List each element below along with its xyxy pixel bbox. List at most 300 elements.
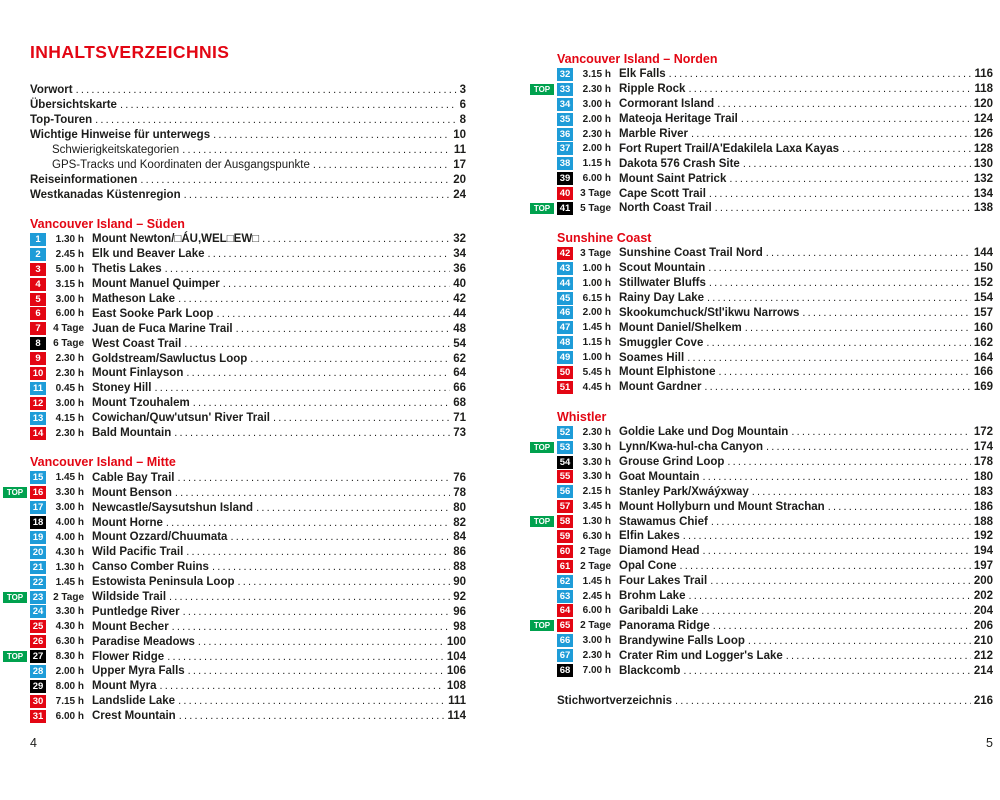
page-ref: 108	[446, 680, 466, 693]
trail-duration: 1.45 h	[582, 322, 611, 334]
toc-entry	[30, 396, 466, 411]
trail-title: Newcastle/Saysutshun Island	[92, 501, 254, 514]
trail-number-badge: 36	[557, 128, 573, 141]
trail-duration: 2 Tage	[53, 591, 84, 603]
toc-section	[30, 217, 466, 440]
trail-title: Marble River	[619, 128, 689, 140]
page-ref: 160	[973, 321, 993, 334]
page-ref: 40	[453, 278, 466, 291]
trail-duration: 2.30 h	[582, 128, 611, 140]
page-ref: 44	[453, 307, 466, 320]
section-title: Vancouver Island – Süden	[30, 217, 185, 231]
trail-title: Elfin Lakes	[619, 530, 680, 543]
trail-number-badge: 4	[30, 278, 46, 291]
trail-title: Mount Ozzard/Chuumata	[92, 531, 228, 544]
page-ref: 76	[453, 471, 466, 484]
dot-leader	[95, 114, 456, 126]
dot-leader	[169, 591, 450, 603]
trail-duration: 2.45 h	[55, 248, 84, 260]
page-ref: 8	[459, 113, 466, 126]
trail-duration: 2.30 h	[55, 353, 84, 365]
trail-number-badge: 64	[557, 604, 573, 617]
dot-leader	[680, 560, 971, 572]
toc-entry	[30, 515, 466, 530]
page-ref: 197	[973, 560, 993, 573]
front-matter-label: Vorwort	[30, 83, 73, 96]
trail-title: Bald Mountain	[92, 427, 172, 440]
trail-title: Mount Benson	[92, 486, 172, 499]
toc-entry	[557, 67, 993, 82]
dot-leader	[184, 338, 450, 350]
trail-title: Cowichan/Quw'utsun' River Trail	[92, 412, 270, 425]
toc-entry	[30, 321, 466, 336]
dot-leader	[273, 412, 450, 424]
page-ref: 124	[973, 113, 993, 126]
dot-leader	[178, 293, 450, 305]
left-page-sections	[6, 217, 466, 724]
trail-number-badge: 38	[557, 157, 573, 170]
trail-title: Crest Mountain	[92, 710, 176, 723]
dot-leader	[166, 517, 450, 529]
trail-number-badge: 2	[30, 248, 46, 261]
trail-number-badge: 32	[557, 68, 573, 81]
page-ref: 42	[453, 293, 466, 305]
trail-duration: 2.30 h	[582, 426, 611, 438]
trail-number-badge: 41	[557, 202, 573, 215]
page-ref: 216	[973, 695, 993, 708]
trail-title: Upper Myra Falls	[92, 665, 185, 678]
trail-number-badge: 29	[30, 680, 46, 693]
trail-title: Goldie Lake und Dog Mountain	[619, 426, 789, 439]
trail-number-badge: 40	[557, 187, 573, 200]
page-ref: 6	[459, 98, 466, 111]
trail-number-badge: 11	[30, 382, 46, 395]
trail-number-badge: 14	[30, 427, 46, 440]
dot-leader	[687, 352, 971, 364]
front-matter-list	[30, 82, 466, 202]
trail-title: Wildside Trail	[92, 591, 167, 604]
toc-entry	[30, 679, 466, 694]
trail-duration: 8.30 h	[55, 651, 84, 663]
toc-entry	[6, 590, 466, 605]
trail-duration: 1.00 h	[582, 352, 611, 364]
trail-title: Dakota 576 Crash Site	[619, 157, 740, 170]
dot-leader	[713, 620, 971, 632]
page-ref: 106	[446, 665, 466, 678]
section-title: Whistler	[557, 409, 607, 424]
trail-number-badge: 8	[30, 337, 46, 350]
front-matter-item	[30, 187, 466, 202]
toc-entry	[30, 277, 466, 292]
page-ref: 64	[453, 367, 466, 380]
page-ref: 132	[973, 172, 993, 185]
trail-duration: 3 Tage	[580, 247, 611, 259]
page-ref: 186	[973, 500, 993, 513]
dot-leader	[704, 381, 970, 393]
dot-leader	[752, 486, 971, 498]
trail-title: Four Lakes Trail	[619, 575, 708, 588]
toc-entry	[30, 500, 466, 515]
trail-duration: 2.30 h	[582, 83, 611, 95]
page-ref: 96	[453, 605, 466, 618]
front-matter-label: Wichtige Hinweise für unterwegs	[30, 128, 211, 141]
trail-duration: 1.45 h	[55, 472, 84, 484]
trail-duration: 4.30 h	[55, 546, 84, 558]
toc-entry	[557, 291, 993, 306]
trail-number-badge: 67	[557, 649, 573, 662]
page-ref: 192	[973, 530, 993, 543]
trail-duration: 6.00 h	[55, 308, 84, 320]
trail-title: Smuggler Cove	[619, 336, 704, 349]
trail-number-badge: 43	[557, 262, 573, 275]
dot-leader	[193, 397, 450, 409]
dot-leader	[208, 248, 451, 260]
toc-entry	[557, 648, 993, 663]
top-badge: TOP	[530, 516, 554, 527]
trail-number-badge: 46	[557, 306, 573, 319]
trail-title: Mount Tzouhalem	[92, 397, 190, 410]
trail-number-badge: 62	[557, 575, 573, 588]
page-ref: 36	[453, 263, 466, 276]
section-entries	[533, 67, 993, 216]
trail-title: Mount Finlayson	[92, 367, 184, 380]
trail-number-badge: 56	[557, 485, 573, 498]
trail-number-badge: 9	[30, 352, 46, 365]
front-matter-item	[30, 112, 466, 127]
trail-title: Juan de Fuca Marine Trail	[92, 322, 233, 335]
trail-number-badge: 1	[30, 233, 46, 246]
trail-title: Matheson Lake	[92, 293, 176, 305]
trail-title: Canso Comber Ruins	[92, 561, 209, 574]
dot-leader	[711, 516, 971, 528]
dot-leader	[213, 129, 450, 141]
toc-entry	[557, 186, 993, 201]
page-ref: 150	[973, 262, 993, 275]
page-ref: 157	[973, 306, 993, 319]
page-ref: 152	[973, 277, 993, 290]
trail-title: Flower Ridge	[92, 650, 165, 663]
trail-duration: 2.30 h	[55, 427, 84, 439]
dot-leader	[198, 636, 444, 648]
toc-entry	[6, 485, 466, 500]
trail-title: Mount Daniel/Shelkem	[619, 321, 742, 334]
index-label: Stichwortverzeichnis	[557, 695, 673, 708]
trail-duration: 3.30 h	[55, 487, 84, 499]
toc-entry	[557, 127, 993, 142]
trail-title: Mount Newton/□ÁU,WEL□EW□	[92, 233, 260, 246]
trail-number-badge: 65	[557, 619, 573, 632]
trail-duration: 6.00 h	[55, 710, 84, 722]
front-matter-item	[30, 127, 466, 142]
trail-title: Fort Rupert Trail/A'Edakilela Laxa Kayas	[619, 142, 840, 155]
trail-duration: 5.00 h	[55, 263, 84, 275]
trail-duration: 2 Tage	[580, 560, 611, 572]
dot-leader	[703, 471, 971, 483]
trail-title: Cable Bay Trail	[92, 471, 175, 484]
dot-leader	[802, 307, 970, 319]
trail-title: North Coast Trail	[619, 202, 712, 215]
folio-left: 4	[30, 736, 37, 750]
trail-number-badge: 57	[557, 500, 573, 513]
trail-number-badge: 35	[557, 113, 573, 126]
front-matter-item	[30, 142, 466, 157]
trail-number-badge: 63	[557, 590, 573, 603]
trail-number-badge: 47	[557, 321, 573, 334]
toc-entry	[557, 171, 993, 186]
front-matter-label: GPS-Tracks und Koordinaten der Ausgangspunkte	[52, 158, 310, 171]
toc-entry	[30, 530, 466, 545]
trail-number-badge: 51	[557, 381, 573, 394]
dot-leader	[727, 456, 970, 468]
trail-title: Goat Mountain	[619, 470, 700, 483]
trail-number-badge: 27	[30, 650, 46, 663]
toc-entry	[557, 604, 993, 619]
page-ref: 11	[453, 143, 466, 156]
page-ref: 82	[453, 516, 466, 529]
trail-title: Panorama Ridge	[619, 619, 710, 632]
toc-entry	[557, 499, 993, 514]
page-ref: 32	[453, 233, 466, 246]
trail-number-badge: 42	[557, 247, 573, 260]
top-badge: TOP	[3, 592, 27, 603]
trail-number-badge: 31	[30, 710, 46, 723]
trail-title: Sunshine Coast Trail Nord	[619, 247, 763, 260]
trail-title: East Sooke Park Loop	[92, 307, 214, 320]
trail-number-badge: 20	[30, 546, 46, 559]
trail-number-badge: 17	[30, 501, 46, 514]
page-ref: 118	[974, 83, 993, 96]
toc-entry	[30, 381, 466, 396]
trail-number-badge: 54	[557, 456, 573, 469]
trail-title: Estowista Peninsula Loop	[92, 576, 235, 589]
trail-duration: 2 Tage	[580, 620, 611, 632]
dot-leader	[729, 173, 970, 185]
trail-duration: 1.45 h	[582, 575, 611, 587]
trail-number-badge: 19	[30, 531, 46, 544]
toc-title: INHALTSVERZEICHNIS	[30, 42, 230, 62]
page-ref: 130	[973, 157, 993, 170]
trail-duration: 7.00 h	[582, 665, 611, 676]
page-ref: 128	[973, 142, 993, 155]
section-title: Vancouver Island – Norden	[557, 52, 718, 66]
toc-entry	[30, 351, 466, 366]
trail-title: Skookumchuck/Stl'ikwu Narrows	[619, 306, 800, 319]
front-matter-item	[30, 157, 466, 172]
page-ref: 126	[973, 128, 993, 140]
front-matter-item	[30, 97, 466, 112]
trail-duration: 3.30 h	[582, 441, 611, 453]
dot-leader	[748, 635, 971, 647]
trail-title: Diamond Head	[619, 545, 700, 558]
toc-entry	[557, 469, 993, 484]
trail-duration: 6 Tage	[53, 338, 84, 350]
trail-number-badge: 68	[557, 664, 573, 677]
dot-leader	[178, 695, 445, 707]
page-ref: 48	[453, 322, 466, 335]
page-ref: 188	[973, 515, 993, 528]
toc-entry	[30, 575, 466, 590]
trail-duration: 2.00 h	[582, 143, 611, 155]
section-entries	[533, 425, 993, 678]
trail-duration: 6.00 h	[582, 173, 611, 185]
page-ref: 71	[453, 412, 466, 425]
toc-section	[533, 409, 993, 678]
trail-title: Mateoja Heritage Trail	[619, 113, 738, 126]
trail-number-badge: 58	[557, 515, 573, 528]
page-ref: 90	[453, 576, 466, 589]
toc-entry	[557, 484, 993, 499]
dot-leader	[223, 278, 450, 290]
trail-title: Wild Pacific Trail	[92, 546, 184, 559]
page-ref: 62	[453, 352, 466, 365]
dot-leader	[717, 98, 971, 110]
trail-title: Lynn/Kwa-hul-cha Canyon	[619, 441, 763, 454]
trail-title: West Coast Trail	[92, 337, 182, 350]
trail-title: Brohm Lake	[619, 590, 686, 603]
front-matter-item	[30, 82, 466, 97]
trail-number-badge: 25	[30, 620, 46, 633]
toc-entry	[533, 201, 993, 216]
trail-number-badge: 21	[30, 561, 46, 574]
trail-number-badge: 60	[557, 545, 573, 558]
trail-title: Mount Horne	[92, 516, 163, 529]
trail-number-badge: 13	[30, 412, 46, 425]
trail-number-badge: 3	[30, 263, 46, 276]
page-ref: 78	[453, 486, 466, 499]
trail-duration: 4 Tage	[53, 323, 84, 335]
trail-number-badge: 16	[30, 486, 46, 499]
trail-duration: 1.30 h	[55, 233, 84, 245]
section-entries	[30, 232, 466, 440]
trail-number-badge: 26	[30, 635, 46, 648]
page-ref: 3	[459, 83, 466, 96]
trail-number-badge: 48	[557, 336, 573, 349]
trail-number-badge: 50	[557, 366, 573, 379]
toc-entry	[30, 694, 466, 709]
toc-entry	[557, 276, 993, 291]
toc-entry	[557, 350, 993, 365]
page-ref: 66	[453, 382, 466, 395]
page-ref: 116	[974, 68, 993, 81]
page-ref: 88	[453, 561, 466, 574]
trail-title: Soames Hill	[619, 351, 685, 364]
trail-duration: 2.45 h	[582, 590, 611, 602]
dot-leader	[701, 605, 971, 617]
dot-leader	[683, 530, 971, 542]
dot-leader	[710, 575, 971, 587]
page-ref: 178	[973, 456, 993, 469]
page-ref: 111	[448, 695, 466, 708]
toc-entry	[557, 246, 993, 261]
trail-title: Mount Myra	[92, 680, 157, 693]
toc-entry	[30, 619, 466, 634]
page-ref: 20	[453, 173, 466, 186]
page-ref: 144	[973, 247, 993, 260]
page-ref: 172	[973, 426, 993, 439]
trail-title: Scout Mountain	[619, 262, 706, 275]
trail-title: Mount Saint Patrick	[619, 172, 727, 185]
trail-title: Crater Rim und Logger's Lake	[619, 649, 783, 662]
page-ref: 10	[453, 128, 466, 141]
top-badge: TOP	[530, 620, 554, 631]
page-ref: 200	[973, 575, 993, 588]
top-badge: TOP	[3, 651, 27, 662]
dot-leader	[186, 367, 450, 379]
toc-entry	[30, 470, 466, 485]
dot-leader	[688, 83, 971, 95]
toc-entry	[30, 634, 466, 649]
trail-duration: 5.45 h	[582, 366, 611, 378]
trail-title: Blackcomb	[619, 664, 681, 677]
trail-duration: 5 Tage	[580, 202, 611, 214]
top-badge: TOP	[530, 84, 554, 95]
dot-leader	[165, 263, 451, 275]
page-ref: 202	[973, 590, 993, 603]
trail-number-badge: 30	[30, 695, 46, 708]
trail-number-badge: 10	[30, 367, 46, 380]
page-ref: 166	[973, 366, 993, 379]
trail-duration: 3.45 h	[582, 501, 611, 513]
page-ref: 210	[973, 634, 993, 647]
trail-duration: 3 Tage	[580, 188, 611, 200]
trail-number-badge: 7	[30, 322, 46, 335]
page-ref: 180	[973, 470, 993, 483]
toc-entry	[557, 335, 993, 350]
dot-leader	[707, 292, 971, 304]
trail-number-badge: 22	[30, 576, 46, 589]
page-ref: 98	[453, 620, 466, 633]
trail-title: Mount Gardner	[619, 381, 702, 394]
dot-leader	[212, 561, 450, 573]
trail-number-badge: 49	[557, 351, 573, 364]
trail-duration: 6.00 h	[582, 605, 611, 617]
trail-duration: 1.15 h	[582, 158, 611, 170]
page-ref: 169	[973, 381, 993, 394]
dot-leader	[708, 262, 971, 274]
right-page-sections	[533, 52, 993, 678]
dot-leader	[718, 366, 970, 378]
dot-leader	[184, 189, 451, 201]
trail-duration: 4.45 h	[582, 381, 611, 393]
trail-duration: 2 Tage	[580, 545, 611, 557]
page-ref: 174	[973, 441, 993, 454]
toc-entry	[30, 664, 466, 679]
dot-leader	[743, 158, 971, 170]
toc-entry	[557, 380, 993, 395]
dot-leader	[216, 308, 450, 320]
trail-number-badge: 55	[557, 470, 573, 483]
trail-duration: 1.00 h	[582, 262, 611, 274]
top-badge: TOP	[530, 442, 554, 453]
toc-entry	[30, 560, 466, 575]
trail-duration: 3.00 h	[55, 502, 84, 514]
toc-entry	[557, 663, 993, 678]
dot-leader	[238, 576, 451, 588]
trail-title: Mount Hollyburn und Mount Strachan	[619, 500, 825, 513]
page-ref: 86	[453, 546, 466, 559]
dot-leader	[160, 680, 444, 692]
trail-duration: 1.15 h	[582, 337, 611, 349]
toc-entry	[557, 633, 993, 648]
page-ref: 183	[973, 485, 993, 498]
dot-leader	[230, 531, 450, 543]
trail-number-badge: 45	[557, 292, 573, 305]
trail-title: Thetis Lakes	[92, 263, 162, 276]
page-ref: 114	[447, 710, 466, 723]
page-ref: 194	[973, 545, 993, 558]
trail-duration: 3.30 h	[582, 456, 611, 468]
toc-entry	[30, 411, 466, 426]
